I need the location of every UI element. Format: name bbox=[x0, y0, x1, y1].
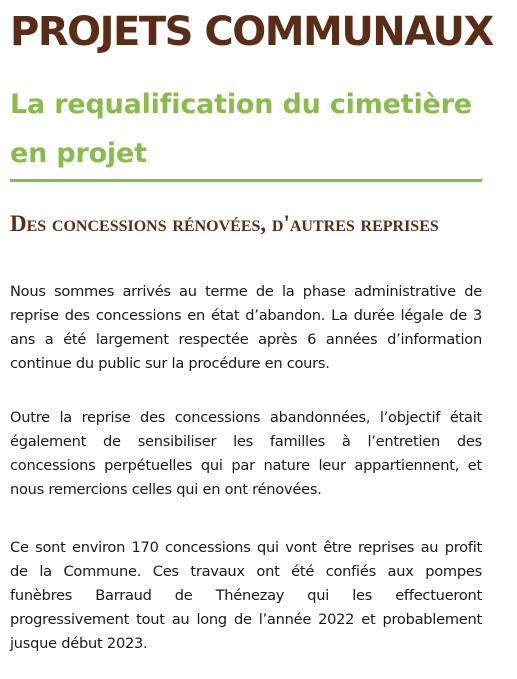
article-paragraph: Nous sommes arrivés au terme de la phase administrative de reprise des concessions en état d’abandon. La durée légale de 3 ans a été largement respectée après 6 années d’information continue du public sur la procédure en cours. bbox=[10, 283, 482, 372]
headline-divider bbox=[10, 179, 482, 182]
article-subheading: Des concessions rénovées, d'autres reprises bbox=[10, 211, 439, 236]
article-paragraph: Outre la reprise des concessions abandonnées, l’objectif était également de sensibiliser les familles à l’entretien des concessions perpétuelles qui par nature leur appartiennent, et nous remercions celles qui en ont rénovées. bbox=[10, 409, 482, 498]
article-paragraph: Ce sont environ 170 concessions qui vont être reprises au profit de la Commune. Ces travaux ont été confiés aux pompes funèbres Barraud de Thénezay qui les effectueront progressivement tout au long de l’année 2022 et probablement jusque début 2023. bbox=[10, 539, 482, 652]
article-headline: La requalification du cimetière en projet bbox=[10, 89, 472, 169]
section-title: PROJETS COMMUNAUX bbox=[10, 9, 493, 55]
